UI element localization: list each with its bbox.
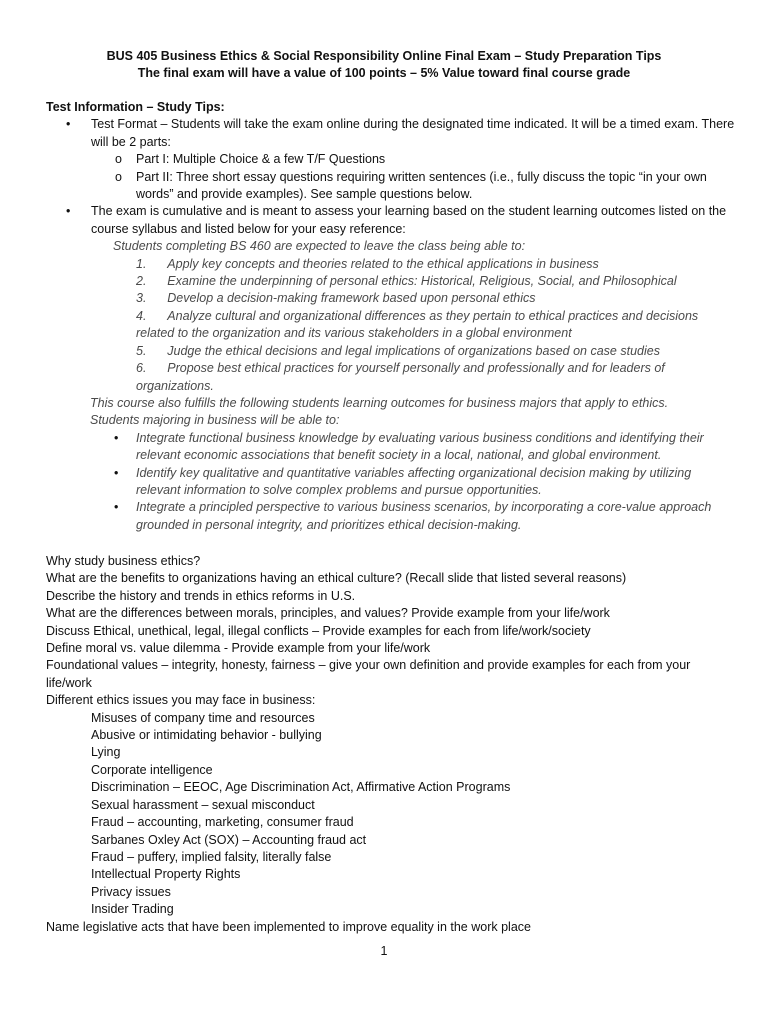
- outcome-text: Develop a decision-making framework based upon personal ethics: [167, 291, 536, 306]
- bullet-icon: •: [66, 117, 71, 132]
- bullet-test-format: [46, 116, 736, 151]
- issue-item: Lying: [91, 745, 121, 760]
- sub-bullet-text: Part I: Multiple Choice & a few T/F Questions: [136, 152, 386, 167]
- bullet-text: The exam is cumulative and is meant to assess your learning based on the student learning outcomes listed on the course syllabus and listed below for your easy reference:: [91, 204, 727, 236]
- question-item: Foundational values – integrity, honesty, fairness – give your own definition and provide examples for each from your life/work: [46, 658, 691, 690]
- question-item: Describe the history and trends in ethics reforms in U.S.: [46, 588, 356, 603]
- outcome-item: [46, 308, 736, 343]
- issue-item: Abusive or intimidating behavior - bullying: [91, 728, 322, 743]
- business-outcome-text: Integrate functional business knowledge by evaluating various business conditions and identifying their relevant economic associations that benefit society in a local, national, and global environment.: [136, 430, 704, 463]
- business-outcomes-intro: This course also fulfills the following students learning outcomes for business majors that apply to ethics.: [90, 395, 669, 410]
- bullet-cumulative: [46, 203, 736, 238]
- sub-bullet-text: Part II: Three short essay questions requiring written sentences (i.e., fully discuss the topic “in your own words” and provide examples). See sample questions below.: [136, 169, 707, 202]
- outcome-number: 4.: [136, 308, 147, 323]
- sub-bullet-icon: o: [115, 169, 122, 184]
- issue-item: Fraud – accounting, marketing, consumer fraud: [91, 815, 354, 830]
- bullet-icon: •: [114, 465, 119, 480]
- business-outcome-item: [46, 465, 736, 500]
- study-questions: [46, 553, 736, 936]
- outcome-item: [46, 256, 736, 273]
- outcome-number: 3.: [136, 291, 147, 306]
- question-item: Discuss Ethical, unethical, legal, illegal conflicts – Provide examples for each from life/work/society: [46, 623, 591, 638]
- document-title: BUS 405 Business Ethics & Social Responsibility Online Final Exam – Study Preparation Tips: [106, 49, 662, 63]
- issue-item: Sarbanes Oxley Act (SOX) – Accounting fraud act: [91, 832, 367, 847]
- issue-item: Corporate intelligence: [91, 762, 213, 777]
- outcome-number: 5.: [136, 343, 147, 358]
- bullet-text: Test Format – Students will take the exam online during the designated time indicated. It will be a timed exam. There will be 2 parts:: [91, 117, 735, 149]
- question-item: What are the benefits to organizations having an ethical culture? (Recall slide that listed several reasons): [46, 571, 627, 586]
- outcome-text: Examine the underpinning of personal ethics: Historical, Religious, Social, and Philosophical: [167, 274, 677, 289]
- outcome-number: 6.: [136, 361, 147, 376]
- business-outcome-item: [46, 499, 736, 534]
- outcome-text: Analyze cultural and organizational differences as they pertain to ethical practices and decisions related to the organization and its various stakeholders in a global environment: [136, 308, 699, 341]
- sub-bullet-part-1: [46, 151, 736, 168]
- question-item: What are the differences between morals, principles, and values? Provide example from your life/work: [46, 606, 610, 621]
- question-item: Different ethics issues you may face in business:: [46, 693, 316, 708]
- issue-item: Intellectual Property Rights: [91, 867, 241, 882]
- outcome-item: [46, 343, 736, 360]
- issue-item: Discrimination – EEOC, Age Discrimination Act, Affirmative Action Programs: [91, 780, 511, 795]
- outcome-number: 1.: [136, 256, 147, 271]
- outcome-item: [46, 290, 736, 307]
- bullet-icon: •: [114, 500, 119, 515]
- issue-item: Privacy issues: [91, 884, 171, 899]
- business-outcome-text: Identify key qualitative and quantitative variables affecting organizational decision making by utilizing relevant information to solve complex problems and pursue opportunities.: [136, 465, 692, 497]
- outcome-text: Propose best ethical practices for yourself personally and professionally and for leaders of organizations.: [136, 361, 665, 393]
- sub-bullet-icon: o: [115, 152, 122, 167]
- outcomes-intro: Students completing BS 460 are expected to leave the class being able to:: [113, 239, 526, 254]
- bullet-icon: •: [114, 430, 119, 445]
- test-info-section: [46, 99, 736, 534]
- question-item: Why study business ethics?: [46, 554, 201, 568]
- issue-item: Sexual harassment – sexual misconduct: [91, 797, 315, 812]
- issue-item: Fraud – puffery, implied falsity, literally false: [91, 849, 332, 864]
- question-item: Name legislative acts that have been implemented to improve equality in the work place: [46, 919, 531, 934]
- document-subtitle: The final exam will have a value of 100 points – 5% Value toward final course grade: [137, 66, 631, 80]
- outcome-item: [46, 360, 736, 395]
- outcome-number: 2.: [136, 274, 147, 289]
- issue-item: Misuses of company time and resources: [91, 710, 315, 725]
- bullet-icon: •: [66, 204, 71, 219]
- outcome-text: Judge the ethical decisions and legal implications of organizations based on case studies: [167, 343, 660, 358]
- page-number: 1: [380, 944, 388, 958]
- issue-item: Insider Trading: [91, 902, 174, 917]
- outcome-item: [46, 273, 736, 290]
- section-heading: Test Information – Study Tips:: [46, 100, 225, 114]
- sub-bullet-part-2: [46, 169, 736, 204]
- business-outcomes-intro: Students majoring in business will be able to:: [90, 413, 340, 428]
- question-item: Define moral vs. value dilemma - Provide example from your life/work: [46, 641, 431, 656]
- outcome-text: Apply key concepts and theories related to the ethical applications in business: [167, 256, 599, 271]
- business-outcome-text: Integrate a principled perspective to various business scenarios, by incorporating a core-value approach grounded in personal integrity, and prioritizes ethical decision-making.: [136, 500, 712, 532]
- business-outcome-item: [46, 430, 736, 465]
